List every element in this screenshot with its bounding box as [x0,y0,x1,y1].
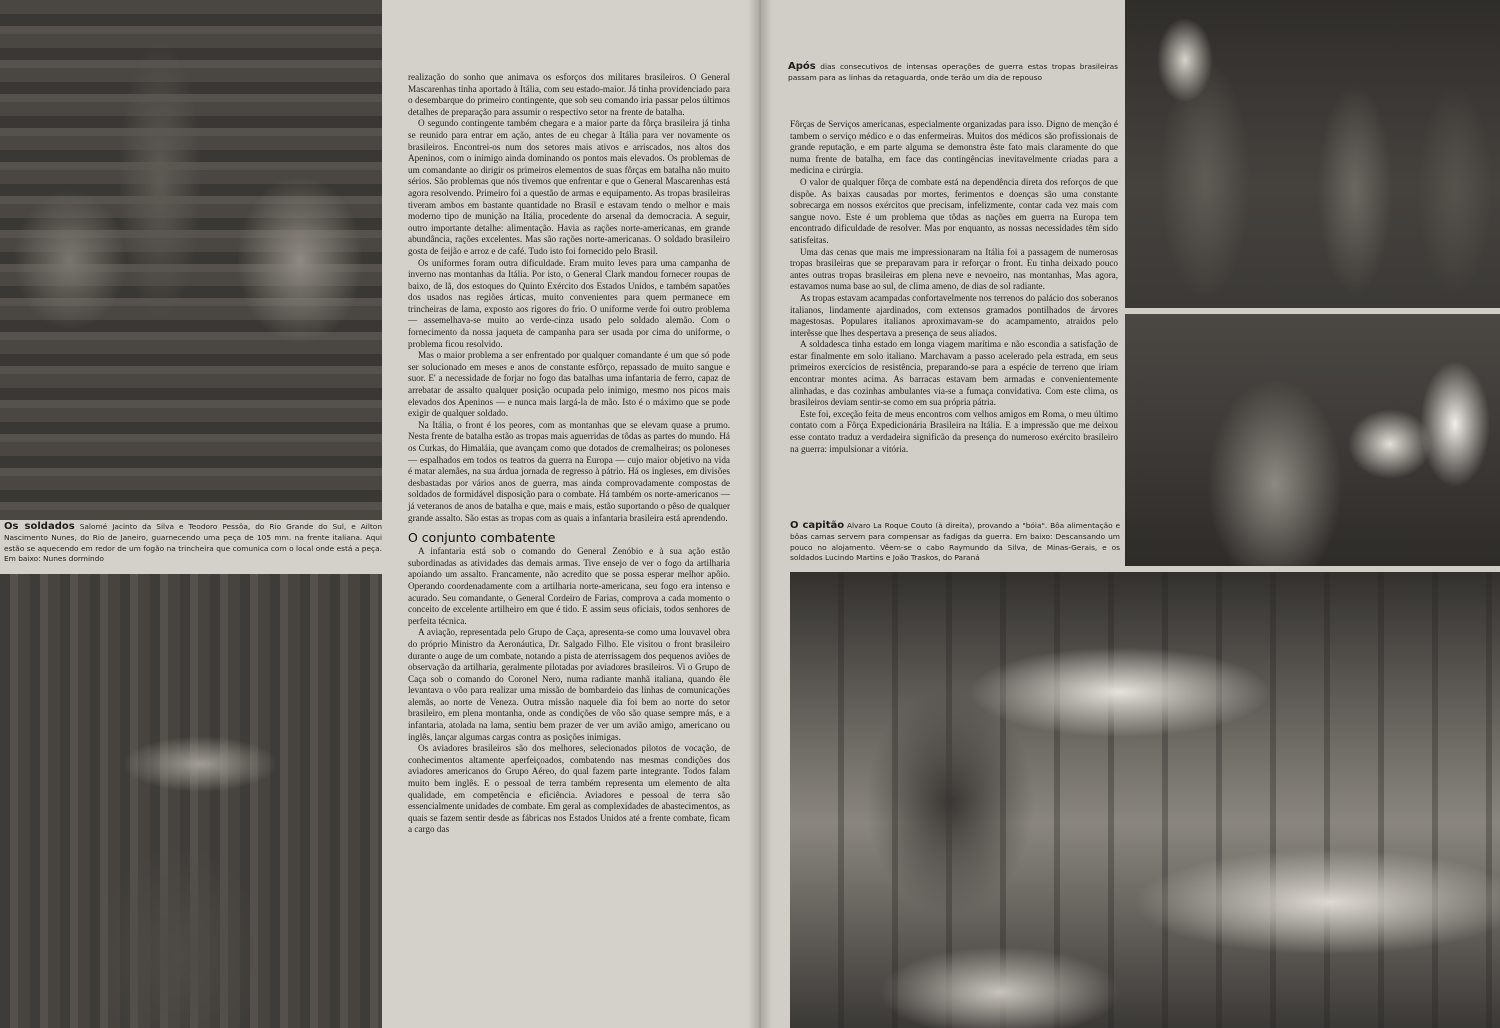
right-page [760,0,1500,1028]
article-column-left [408,72,730,836]
paragraph: Este foi, exceção feita de meus encontros com velhos amigos em Roma, o meu último contato com a Fôrça Expedicionária Brasileira na Itália. E a impressão que me deixou esse contato traduz a verdadeira significão da presença do numeroso exército brasileiro na guerra: impulsionar a vitória. [790,408,1118,454]
paragraph: Fôrças de Serviços americanas, especialmente organizadas para isso. Digno de menção é tambem o serviço médico e o das enfermeiras. Muitos dos médicos são profissionais de grande reputação, e em parte alguma se demonstra êste fato mais claramente do que numa frente de batalha, em face das contingências inevitavelmente criadas para a medicina e cirúrgia. [790,119,1118,176]
soldiers-caption-lead: Os soldados [4,521,75,532]
paragraph: realização do sonho que animava os esforços dos militares brasileiros. O General Mascarenhas tinha aportado à Itália, com seu estado-maior. Já tinha providenciado para o desembarque do primeiro contingente, que sob seu comando iria passar pelos últimos detalhes de preparação para assumir o respectivo setor na frente de batalha. [408,72,730,117]
spread-gutter [748,0,772,1028]
trench-sleeping-photo [0,574,382,1028]
article-column-right [790,119,1118,455]
captain-tasting-photo [1125,314,1500,566]
section-heading: O conjunto combatente [408,530,556,546]
paragraph: O valor de qualquer fôrça de combate está na dependência direta dos reforços de que dispõe. As baixas causadas por mortes, ferimentos e doenças são uma constante sobrecarga em nossos exércitos que precisam, infelizmente, contar cada vez mais com sangue novo. Este é um problema que tôdas as nações em guerra na Europa tem encontrado dificuldade de resolver. Mas por enquanto, as nossas necessidades têm sido satisfeitas. [790,176,1118,245]
paragraph: A soldadesca tinha estado em longa viagem marítima e não escondia a satisfação de estar finalmente em solo italiano. Marchavam a passo acelerado pela estrada, em seus primeiros exercícios de resistência, preparando-se para a espécie de terreno que iriam encontrar montes acima. As barracas estavam bem armadas e convenientemente alinhadas, e das cozinhas ambulantes via-se a fumaça convidativa. Com este clima, os brasileiros deviam sentir-se como em sua própria pátria. [790,339,1118,408]
troops-caption-lead: Após [788,61,816,72]
paragraph: Os uniformes foram outra dificuldade. Eram muito leves para uma campanha de inverno nas montanhas da Itália. Por isto, o General Clark mandou fornecer roupas de baixo, de lã, dos estoques do Quinto Exército dos Estados Unidos, e também sapatões dos usados nas regiões árticas, muito convenientes para quem permanece em trincheiras de lama, exposto aos rigores do frio. O uniforme verde foi outro problema — assemelhava-se muito ao verde-cinza usado pelo soldado alemão. Com o fornecimento da nossa jaqueta de campanha para ser usada por cima do uniforme, o problema ficou resolvido. [408,257,730,349]
paragraph: As tropas estavam acampadas confortavelmente nos terrenos do palácio dos soberanos italianos, lindamente ajardinados, com extensos gramados pontilhados de árvores magestosas. Populares italianos aproximavam-se do acampamento, atraidos pelo interêsse que lhes despertava a presença de seus aliados. [790,292,1118,338]
troops-caption [788,62,1118,84]
paragraph: Na Itália, o front é los peores, com as montanhas que se elevam quase a prumo. Nesta frente de batalha estão as tropas mais aguerridas de tôdas as partes do mundo. Há os Curkas, do Himaláia, que avançam como que dotados de cremalheiras; os poloneses — espalhados em todos os teatros da guerra na Europa — cujo maior objetivo na vida é matar alemães, na sua árdua jornada de regresso à pátrio. Há os ingleses, em divisões desbastadas por vários anos de guerra, mas ainda comprovadamente compostas de soldados de formidável disposição para o combate. Há também os norte-americanos — já veteranos de anos de batalha e que, mais e mais, estão suportando o pêso de qualquer grande assalto. São estas as tropas com as quais a infantaria brasileira está aprendendo. [408,419,730,523]
paragraph: Uma das cenas que mais me impressionaram na Itália foi a passagem de numerosas tropas brasileiras que se preparavam para ir reforçar o front. Eu tinha deixado pouco antes outras tropas brasileiras em plena neve e nevoeiro, nas montanhas, Mas agora, estavamos numa base ao sul, de clima ameno, de dias de sol radiante. [790,246,1118,292]
captain-caption-lead: O capitão [790,520,845,531]
paragraph: Mas o maior problema a ser enfrentado por qualquer comandante é um que só pode ser solucionado em meses e anos de constante esfôrço, repassado de muito sangue e suor. E' a necessidade de forjar no fogo das batalhas uma infantaria de ferro, capaz de arrebatar de assalto qualquer posição ocupada pelo inimigo, mesmo nos picos mais elevados dos Apeninos — e nunca mais largá-la de mão. Isto é o máximo que se pode exigir de qualquer soldado. [408,350,730,419]
soldiers-caption-body: Salomé Jacinto da Silva e Teodoro Pessôa, do Rio Grande do Sul, e Ailton Nascimento Nunes, do Rio de Janeiro, guarnecendo uma peça de 105 mm. na frente italiana. Aqui estão se aquecendo em redor de um fogão na trincheira que comunica com o local onde está a peça. Em baixo: Nunes dormindo [4,522,382,564]
paragraph: A aviação, representada pelo Grupo de Caça, apresenta-se como uma louvavel obra do próprio Ministro da Aeronáutica, Dr. Salgado Filho. Ele visitou o front brasileiro durante o auge de um combate, notando a pista de aterrissagem dos pequenos aviões de observação da artilharia, geralmente pilotadas por aviadores brasileiros. Vi o Grupo de Caça sob o comando do Coronel Nero, numa radiante manhã italiana, quando êle levantava o vôo para realizar uma missão de bombardeio das linhas de comunicações alemãs, ao norte de Veneza. Outra missão naquele dia foi bem ao norte do setor brasileiro, em plena montanha, onde as condições de vôo são quase sempre más, e a infantaria, atolada na lama, sentiu bem prazer de ver um avião amigo, americano ou inglês, lançar algumas cargas contra as posições inimigas. [408,627,730,742]
paragraph: O segundo contingente também chegara e a maior parte da fôrça brasileira já tinha se reunido para entrar em ação, antes de eu chegar à Itália para ver novamente os brasileiros. Encontrei-os num dos setores mais ativos e arriscados, nos altos dos Apeninos, com o inimigo ainda dominando os pontos mais elevados. Os problemas de um comandante ao dirigir os primeiros elementos de suas fôrças em batalha não muito sérios. São problemas que nós tivemos que enfrentar e que o General Mascarenhas está agora resolvendo. Primeiro foi a questão de armas e equipamento. As tropas brasileiras tiveram ambos em bastante quantidade no Brasil e estavam tendo o melhor e mais moderno tipo de munição na Itália, procedente do arsenal da democracia. A seguir, outro importante detalhe: alimentação. Havia as rações norte-americanas, em grande abundância, rações excelentes. Mas são rações norte-americanas. O soldado brasileiro gosta de feijão e arroz e de café. Tudo isto foi fornecido pelo Brasil. [408,118,730,256]
trench-stove-photo [0,0,382,520]
paragraph: A infantaria está sob o comando do General Zenóbio e à sua ação estão subordinadas as atividades das demais armas. Tive ensejo de ver o fogo da artilharia apoiando um assalto. Francamente, não acredito que se possa esperar melhor apôio. Operando coordenadamente com a artilharia norte-americana, seu fogo era intenso e acurado. Seu comandante, o General Cordeiro de Farias, comprova a cada momento o conceito de excelente artilheiro em que é tido. E assim seus oficiais, todos senhores de perfeita técnica. [408,546,730,626]
captain-caption [790,521,1120,564]
troops-caption-body: dias consecutivos de intensas operações de guerra estas tropas brasileiras passam para as linhas da retaguarda, onde terão um dia de repouso [788,62,1118,82]
soldiers-caption [4,522,382,565]
troops-line-photo [1125,0,1500,308]
paragraph: Os aviadores brasileiros são dos melhores, selecionados pilotos de vocação, de conhecimentos altamente aperfeiçoados, combatendo nas mesmas condições dos aviadores americanos do Grupo Aéreo, do qual fazem parte integrante. Todos falam muito bem inglês. E o pessoal de terra também representa um elemento de alta qualidade, em competência e eficiência. Aviadores e pessoal de terra são essencialmente unidades de combate. Em geral as complexidades de abastecimentos, as quais se fazem sentir desde as fábricas nos Estados Unidos até a frente combate, ficam a cargo das [408,743,730,835]
captain-caption-body: Alvaro La Roque Couto (à direita), provando a "bóia". Bôa alimentação e bôas camas servem para compensar as fadigas da guerra. Em baixo: Descansando um pouco no alojamento. Vêem-se o cabo Raymundo da Silva, de Minas-Gerais, e os soldados Lucindo Martins e João Traskos, do Paraná [790,521,1120,563]
barracks-rest-photo [790,572,1500,1028]
